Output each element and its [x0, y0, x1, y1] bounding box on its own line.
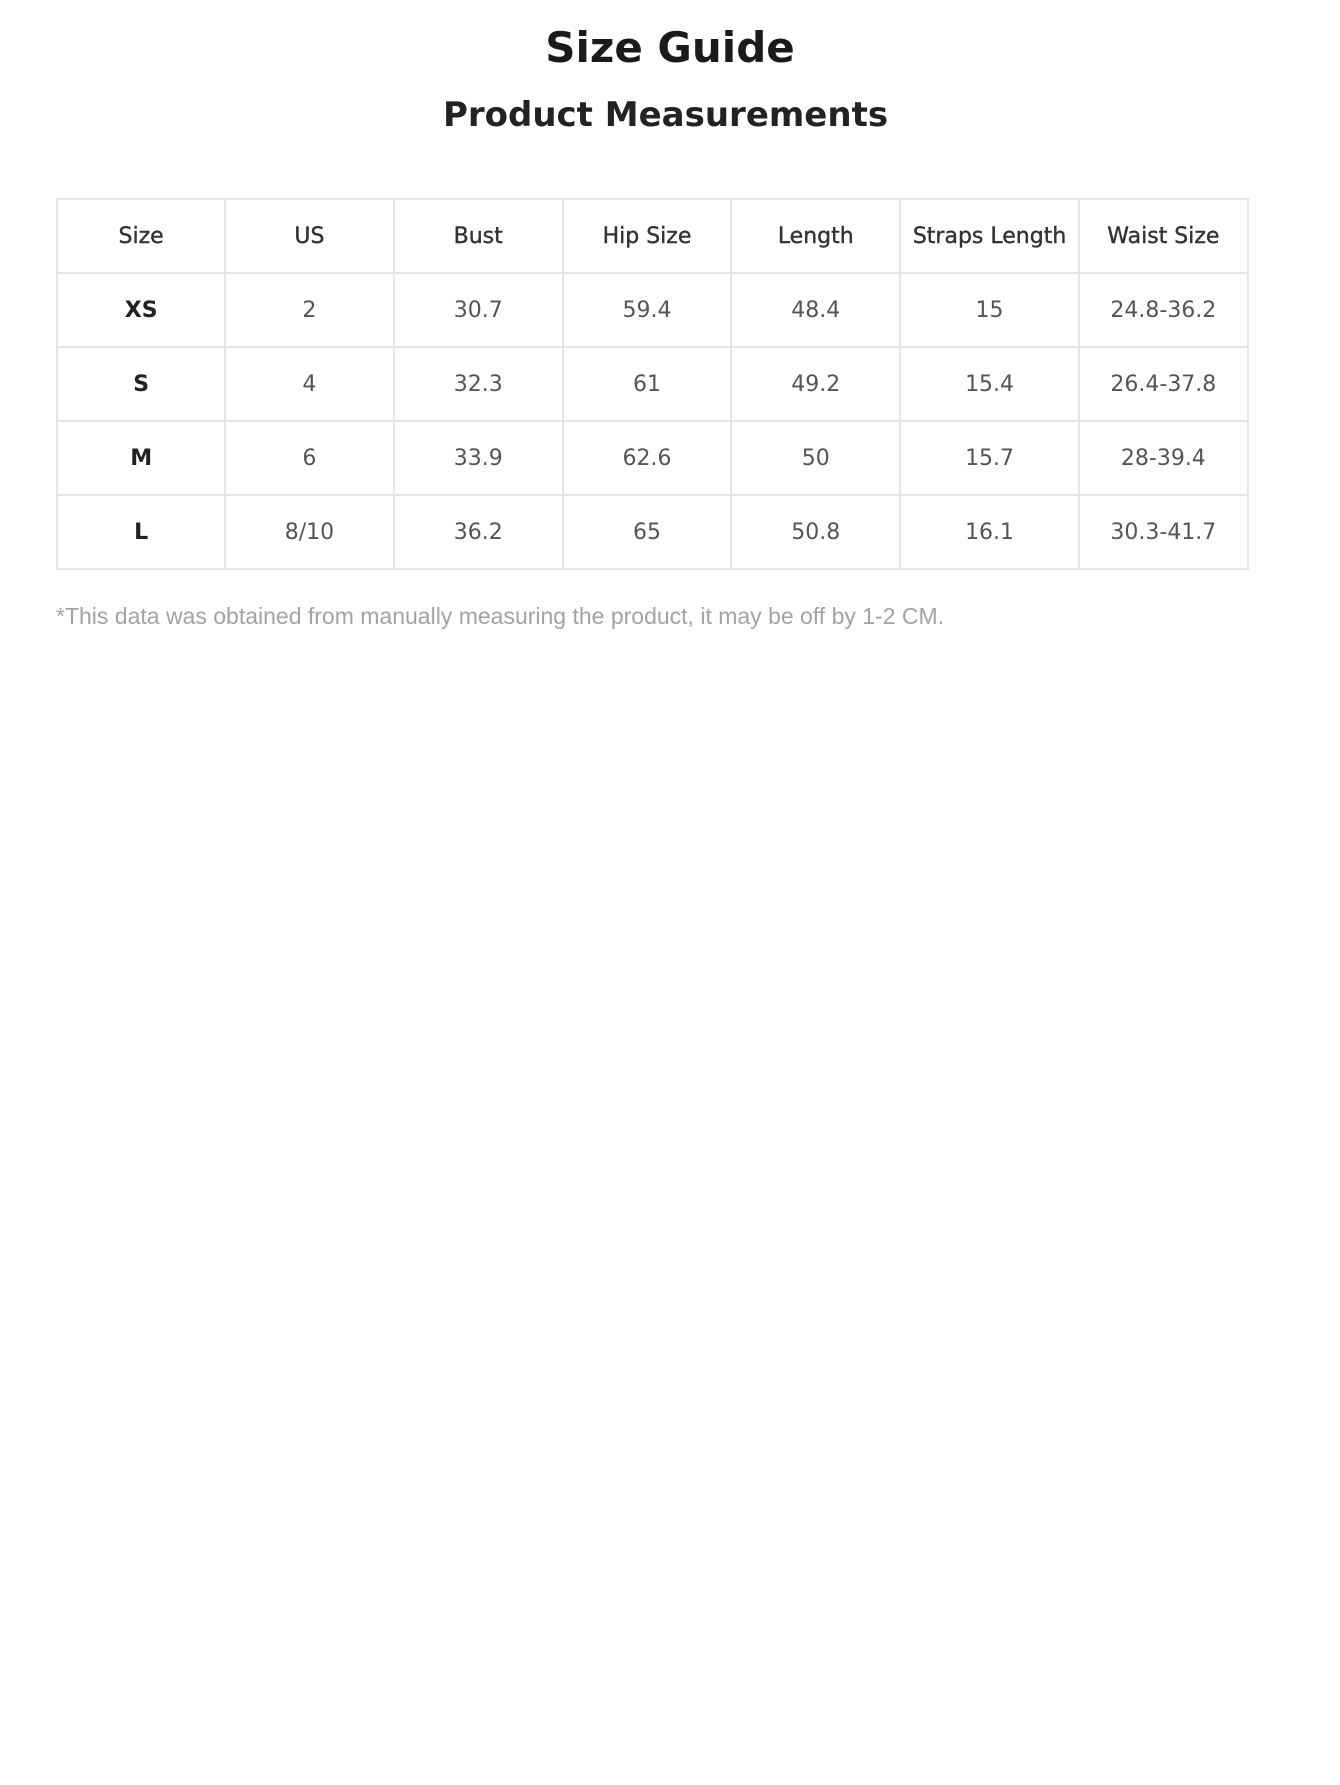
- header-hip-size: Hip Size: [563, 199, 731, 273]
- header-straps-length: Straps Length: [900, 199, 1078, 273]
- cell-hip-size: 61: [563, 347, 731, 421]
- header-bust: Bust: [394, 199, 563, 273]
- table-row: [57, 421, 1248, 495]
- cell-length: 48.4: [731, 273, 900, 347]
- cell-hip-size: 65: [563, 495, 731, 569]
- cell-length: 50.8: [731, 495, 900, 569]
- cell-size: M: [57, 421, 225, 495]
- cell-us: 6: [225, 421, 393, 495]
- cell-size: S: [57, 347, 225, 421]
- cell-length: 49.2: [731, 347, 900, 421]
- cell-straps-length: 16.1: [900, 495, 1078, 569]
- cell-bust: 30.7: [394, 273, 563, 347]
- table-row: [57, 273, 1248, 347]
- header-waist-size: Waist Size: [1079, 199, 1248, 273]
- page-title: Size Guide: [545, 23, 795, 72]
- page-subtitle: Product Measurements: [442, 95, 889, 135]
- size-table: [56, 198, 1249, 570]
- cell-straps-length: 15: [900, 273, 1078, 347]
- table-header-row: [57, 199, 1248, 273]
- header-us: US: [225, 199, 393, 273]
- cell-length: 50: [731, 421, 900, 495]
- cell-waist-size: 28-39.4: [1079, 421, 1248, 495]
- cell-hip-size: 62.6: [563, 421, 731, 495]
- cell-bust: 33.9: [394, 421, 563, 495]
- header-size: Size: [57, 199, 225, 273]
- cell-us: 4: [225, 347, 393, 421]
- cell-bust: 32.3: [394, 347, 563, 421]
- cell-hip-size: 59.4: [563, 273, 731, 347]
- cell-straps-length: 15.7: [900, 421, 1078, 495]
- cell-waist-size: 24.8-36.2: [1079, 273, 1248, 347]
- cell-size: XS: [57, 273, 225, 347]
- cell-waist-size: 30.3-41.7: [1079, 495, 1248, 569]
- header-length: Length: [731, 199, 900, 273]
- cell-bust: 36.2: [394, 495, 563, 569]
- cell-us: 8/10: [225, 495, 393, 569]
- cell-waist-size: 26.4-37.8: [1079, 347, 1248, 421]
- measurement-note: *This data was obtained from manually measuring the product, it may be off by 1-2 CM.: [56, 603, 945, 629]
- cell-size: L: [57, 495, 225, 569]
- cell-straps-length: 15.4: [900, 347, 1078, 421]
- table-row: [57, 347, 1248, 421]
- table-row: [57, 495, 1248, 569]
- cell-us: 2: [225, 273, 393, 347]
